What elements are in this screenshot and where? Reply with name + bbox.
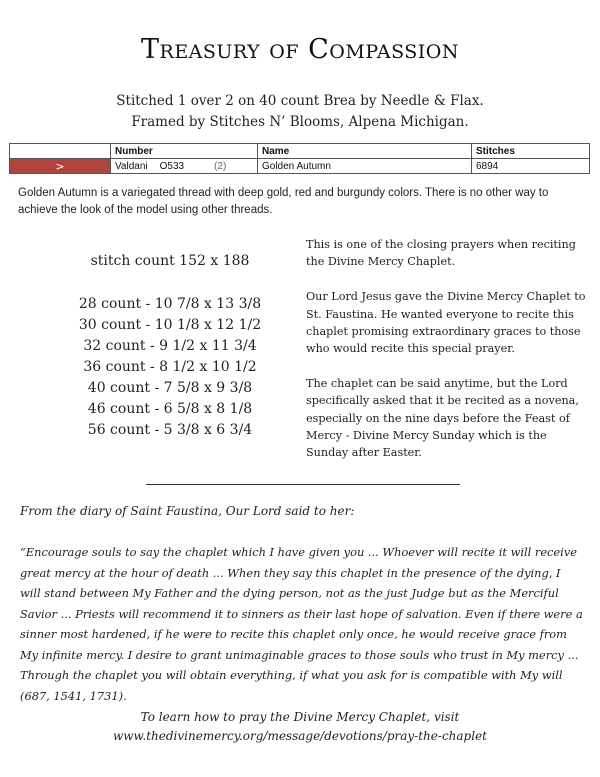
thread-code: O533 (159, 160, 185, 172)
header-blank (10, 144, 111, 159)
row-name: Golden Autumn (258, 159, 472, 174)
footer-line-1: To learn how to pray the Divine Mercy Chaplet, visit (140, 710, 460, 724)
thread-description: Golden Autumn is a variegated thread with deep gold, red and burgundy colors. There is no other way to achieve the look of the model using other threads. (18, 187, 549, 216)
section-divider (146, 484, 460, 485)
table-row (10, 159, 590, 174)
count-size-item: 32 count - 9 1/2 x 11 3/4 (83, 338, 257, 354)
stitch-count: stitch count 152 x 188 (90, 253, 250, 269)
count-size-item: 56 count - 5 3/8 x 6 3/4 (87, 422, 253, 438)
faustina-quote: “Encourage souls to say the chaplet which I have given you ... Whoever will recite it will receive great mercy at the hour of death ... When they say this chaplet in the presence of the dying, I will stand between My Father and the dying person, not as the just Judge but as the Merciful Savior ... Priests will recommend it to sinners as their last hope of salvation. Even if there were a sinner most hardened, if he were to recite this chaplet only once, he would receive grace from My infinite mercy. I desire to grant unimaginable graces to those souls who trust in My mercy ... Through the chaplet you will obtain everything, if what you ask for is compatible with My will (687, 1541, 1731). (20, 545, 583, 703)
chaplet-paragraph: The chaplet can be said anytime, but the Lord specifically asked that it be recited as a novena, especially on the nine days before the Feast of Mercy - Divine Mercy Sunday which is the Sunday after Easter. (306, 377, 579, 460)
thread-brand: Valdani (115, 160, 148, 172)
row-number (111, 159, 258, 174)
count-size-item: 36 count - 8 1/2 x 10 1/2 (83, 359, 257, 375)
page-title: Treasury of Compassion (141, 34, 459, 65)
row-stitches: 6894 (472, 159, 590, 174)
arrow-glyph: > (55, 159, 65, 173)
thread-table-header (10, 144, 590, 159)
subtitle-line-2: Framed by Stitches N’ Blooms, Alpena Michigan. (131, 114, 469, 130)
count-size-item: 28 count - 10 7/8 x 13 3/8 (78, 296, 262, 312)
row-arrow-icon[interactable] (10, 159, 111, 174)
header-stitches: Stitches (472, 144, 590, 159)
thread-qty: (2) (214, 160, 227, 172)
chaplet-paragraph: This is one of the closing prayers when reciting the Divine Mercy Chaplet. (306, 238, 576, 269)
footer-link[interactable]: www.thedivinemercy.org/message/devotions/pray-the-chaplet (113, 729, 487, 743)
chaplet-paragraph: Our Lord Jesus gave the Divine Mercy Chaplet to St. Faustina. He wanted everyone to recite this chaplet promising extraordinary graces to those who would recite this special prayer. (306, 290, 586, 356)
diary-intro: From the diary of Saint Faustina, Our Lord said to her: (20, 504, 355, 518)
count-size-item: 46 count - 6 5/8 x 8 1/8 (87, 401, 253, 417)
count-size-list (40, 294, 300, 441)
count-size-item: 40 count - 7 5/8 x 9 3/8 (87, 380, 253, 396)
count-size-item: 30 count - 10 1/8 x 12 1/2 (78, 317, 262, 333)
thread-table (9, 143, 590, 174)
chaplet-info (306, 236, 590, 479)
header-number: Number (111, 144, 258, 159)
header-name: Name (258, 144, 472, 159)
subtitle-line-1: Stitched 1 over 2 on 40 count Brea by Needle & Flax. (116, 93, 484, 109)
